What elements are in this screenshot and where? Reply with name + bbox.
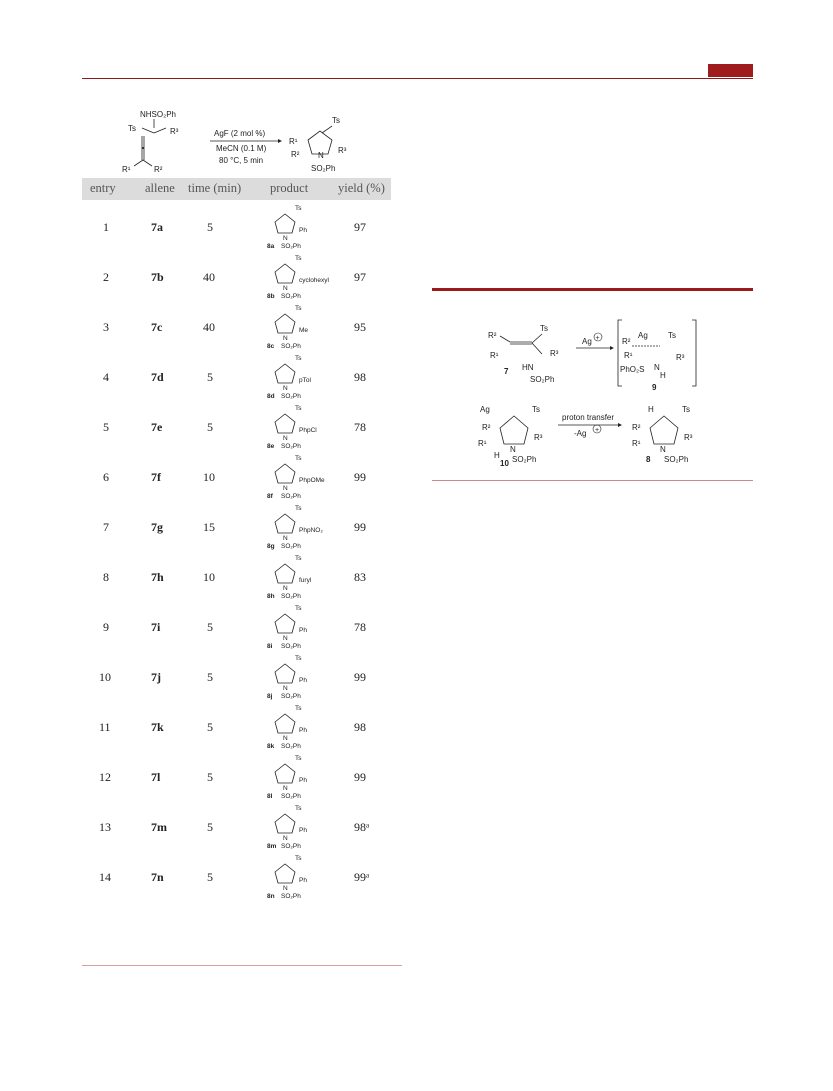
table-header (82, 178, 391, 200)
m9-ag: Ag (638, 331, 648, 340)
time-cell: 5 (207, 220, 213, 234)
table-row (82, 550, 391, 600)
product-structure (247, 252, 337, 300)
product-so2ph-label: SO₂Ph (281, 493, 301, 500)
yield-cell: 78 (354, 420, 366, 434)
entry-cell: 2 (103, 270, 109, 284)
product-substituent-label: Ph (299, 827, 307, 834)
m9-r2: R² (622, 337, 631, 346)
m9-pho2s: PhO₂S (620, 365, 645, 374)
table-row (82, 850, 391, 900)
time-cell: 5 (207, 370, 213, 384)
table-row (82, 450, 391, 500)
pyrroline-ring (275, 714, 295, 733)
product-n-label: N (283, 285, 288, 292)
table-row (82, 600, 391, 650)
product-ts-label: Ts (295, 455, 302, 462)
entry-cell: 12 (99, 770, 111, 784)
product-id-label: 8f (267, 493, 273, 500)
product-so2ph: SO₂Ph (311, 164, 336, 173)
m10-h: H (494, 451, 500, 460)
yield-cell: 99 (354, 470, 366, 484)
product-n-label: N (283, 535, 288, 542)
entry-cell: 1 (103, 220, 109, 234)
time-cell: 5 (207, 770, 213, 784)
m8-so2ph: SO₂Ph (664, 455, 689, 464)
product-structure (247, 352, 337, 400)
pyrroline-ring (275, 364, 295, 383)
pyrroline-ring (275, 314, 295, 333)
product-structure (247, 752, 337, 800)
minus-ag-label: -Ag (574, 429, 587, 438)
product-so2ph-label: SO₂Ph (281, 243, 301, 250)
table-row (82, 650, 391, 700)
product-n-label: N (283, 485, 288, 492)
m8-r3: R³ (684, 433, 693, 442)
product-so2ph-label: SO₂Ph (281, 593, 301, 600)
m9-r3: R³ (676, 353, 685, 362)
product-substituent-label: Ph (299, 727, 307, 734)
m8-ts: Ts (682, 405, 690, 414)
product-id-label: 8b (267, 293, 275, 300)
start-ts: Ts (128, 124, 136, 133)
product-ts-label: Ts (295, 705, 302, 712)
pyrroline-ring (275, 264, 295, 283)
m10-r2: R² (482, 423, 491, 432)
ag-plus-label: Ag (582, 337, 592, 346)
results-table (82, 178, 391, 900)
time-cell: 5 (207, 620, 213, 634)
yield-cell: 97 (354, 270, 366, 284)
product-substituent-label: Me (299, 327, 309, 334)
allene-cell: 7d (151, 370, 164, 384)
product-so2ph-label: SO₂Ph (281, 343, 301, 350)
m9-n: N (654, 363, 660, 372)
product-ts-label: Ts (295, 805, 302, 812)
product-id-label: 8j (267, 693, 273, 700)
product-structure (247, 302, 337, 350)
m7-ts: Ts (540, 324, 548, 333)
m10-r3: R³ (534, 433, 543, 442)
pyrroline-ring (275, 764, 295, 783)
product-n-label: N (283, 635, 288, 642)
pyrroline-ring (275, 664, 295, 683)
start-r3: R³ (170, 127, 179, 136)
product-substituent-label: cyclohexyl (299, 277, 329, 284)
entry-cell: 6 (103, 470, 109, 484)
table-row (82, 800, 391, 850)
entry-cell: 3 (103, 320, 109, 334)
time-cell: 40 (203, 270, 215, 284)
product-ts-label: Ts (295, 605, 302, 612)
m9-h: H (660, 371, 666, 380)
allene-cell: 7h (151, 570, 164, 584)
yield-cell: 83 (354, 570, 366, 584)
m8-r1: R¹ (632, 439, 641, 448)
product-so2ph-label: SO₂Ph (281, 743, 301, 750)
time-cell: 15 (203, 520, 215, 534)
product-ts-label: Ts (295, 555, 302, 562)
m7-r2: R² (488, 331, 497, 340)
condition-temp-time: 80 °C, 5 min (219, 156, 264, 165)
compound-10-label: 10 (500, 459, 509, 468)
product-r3: R³ (338, 146, 347, 155)
m7-r1: R¹ (490, 351, 499, 360)
svg-text:+: + (595, 335, 600, 342)
allene-cell: 7j (151, 670, 161, 684)
m8-h: H (648, 405, 654, 414)
m8-n: N (660, 445, 666, 454)
allene-cell: 7b (151, 270, 164, 284)
allene-cell: 7f (151, 470, 161, 484)
product-substituent-label: PhpNO₂ (299, 527, 323, 534)
product-ts-label: Ts (295, 355, 302, 362)
compound-8-label: 8 (646, 455, 651, 464)
product-n: N (318, 151, 324, 160)
product-n-label: N (283, 335, 288, 342)
product-n-label: N (283, 785, 288, 792)
product-substituent-label: Ph (299, 227, 307, 234)
product-id-label: 8a (267, 243, 275, 250)
m9-r1: R¹ (624, 351, 633, 360)
product-ts-label: Ts (295, 855, 302, 862)
yield-cell: 98 (354, 720, 366, 734)
m10-n: N (510, 445, 516, 454)
yield-cell: 78 (354, 620, 366, 634)
allene-cell: 7g (151, 520, 163, 534)
header-allene: allene (145, 181, 175, 195)
product-id-label: 8d (267, 393, 275, 400)
product-substituent-label: furyl (299, 577, 312, 584)
allene-cell: 7m (151, 820, 167, 834)
time-cell: 5 (207, 670, 213, 684)
product-structure (247, 502, 337, 550)
table-row (82, 200, 391, 250)
table-row (82, 750, 391, 800)
time-cell: 5 (207, 720, 213, 734)
product-ts-label: Ts (295, 755, 302, 762)
product-id-label: 8i (267, 643, 273, 650)
pyrroline-ring (275, 214, 295, 233)
table-bottom-rule (82, 965, 402, 966)
product-structure (247, 402, 337, 450)
product-structure (247, 702, 337, 750)
time-cell: 5 (207, 820, 213, 834)
product-structure (247, 802, 337, 850)
yield-cell: 99ᵃ (354, 870, 370, 884)
yield-cell: 99 (354, 520, 366, 534)
header-product: product (270, 181, 309, 195)
product-so2ph-label: SO₂Ph (281, 543, 301, 550)
m7-so2ph: SO₂Ph (530, 375, 555, 384)
product-structure (247, 552, 337, 600)
entry-cell: 5 (103, 420, 109, 434)
product-substituent-label: Ph (299, 677, 307, 684)
product-n-label: N (283, 735, 288, 742)
table-row (82, 250, 391, 300)
entry-cell: 7 (103, 520, 109, 534)
table-row (82, 350, 391, 400)
condition-catalyst: AgF (2 mol %) (214, 129, 266, 138)
header-entry: entry (90, 181, 116, 195)
product-substituent-label: pTol (299, 377, 311, 384)
scheme-bottom-rule (432, 480, 753, 481)
table-row (82, 700, 391, 750)
header-accent-block (708, 64, 753, 77)
mechanism-scheme (470, 312, 730, 472)
m10-so2ph: SO₂Ph (512, 455, 537, 464)
product-substituent-label: PhpOMe (299, 477, 325, 484)
allene-cell: 7k (151, 720, 164, 734)
table-row (82, 500, 391, 550)
table-row (82, 300, 391, 350)
pyrroline-ring (275, 814, 295, 833)
product-substituent-label: Ph (299, 627, 307, 634)
header-yield: yield (%) (338, 181, 385, 195)
product-ts-label: Ts (295, 205, 302, 212)
start-nhso2ph: NHSO₂Ph (140, 110, 177, 119)
time-cell: 5 (207, 870, 213, 884)
m10-ts: Ts (532, 405, 540, 414)
proton-transfer-label: proton transfer (562, 413, 615, 422)
m10-r1: R¹ (478, 439, 487, 448)
pyrroline-ring (275, 514, 295, 533)
yield-cell: 99 (354, 670, 366, 684)
yield-cell: 97 (354, 220, 366, 234)
product-n-label: N (283, 585, 288, 592)
pyrroline-ring (275, 414, 295, 433)
product-so2ph-label: SO₂Ph (281, 893, 301, 900)
time-cell: 10 (203, 470, 215, 484)
scheme-top-bar (432, 288, 753, 291)
m8-r2: R² (632, 423, 641, 432)
svg-text:+: + (595, 427, 600, 434)
product-n-label: N (283, 385, 288, 392)
yield-cell: 98ᵃ (354, 820, 370, 834)
entry-cell: 9 (103, 620, 109, 634)
table-body (82, 200, 391, 900)
product-n-label: N (283, 685, 288, 692)
entry-cell: 11 (99, 720, 111, 734)
start-r2: R² (154, 165, 163, 174)
product-so2ph-label: SO₂Ph (281, 393, 301, 400)
product-so2ph-label: SO₂Ph (281, 793, 301, 800)
entry-cell: 13 (99, 820, 111, 834)
compound-9-label: 9 (652, 383, 657, 392)
allene-cell: 7c (151, 320, 163, 334)
entry-cell: 8 (103, 570, 109, 584)
table-row (82, 400, 391, 450)
product-id-label: 8e (267, 443, 275, 450)
product-substituent-label: Ph (299, 777, 307, 784)
entry-cell: 14 (99, 870, 111, 884)
product-ts-label: Ts (295, 305, 302, 312)
product-structure (247, 602, 337, 650)
product-structure (247, 852, 337, 900)
m9-ts: Ts (668, 331, 676, 340)
compound-7-label: 7 (504, 367, 509, 376)
product-so2ph-label: SO₂Ph (281, 693, 301, 700)
allene-cell: 7i (151, 620, 161, 634)
product-so2ph-label: SO₂Ph (281, 843, 301, 850)
product-r2: R² (291, 150, 300, 159)
product-id-label: 8h (267, 593, 275, 600)
pyrroline-ring (275, 464, 295, 483)
product-id-label: 8g (267, 543, 275, 550)
allene-cell: 7n (151, 870, 164, 884)
time-cell: 5 (207, 420, 213, 434)
product-id-label: 8l (267, 793, 273, 800)
product-structure (247, 652, 337, 700)
m7-r3: R³ (550, 349, 559, 358)
product-n-label: N (283, 885, 288, 892)
yield-cell: 98 (354, 370, 366, 384)
product-so2ph-label: SO₂Ph (281, 643, 301, 650)
product-n-label: N (283, 435, 288, 442)
product-so2ph-label: SO₂Ph (281, 443, 301, 450)
product-r1: R¹ (289, 137, 298, 146)
m7-hn: HN (522, 363, 534, 372)
time-cell: 10 (203, 570, 215, 584)
pyrroline-ring (275, 564, 295, 583)
pyrroline-ring (275, 864, 295, 883)
product-substituent-label: PhpCl (299, 427, 317, 434)
product-id-label: 8c (267, 343, 275, 350)
product-n-label: N (283, 835, 288, 842)
product-id-label: 8n (267, 893, 275, 900)
entry-cell: 10 (99, 670, 111, 684)
pyrroline-ring (275, 614, 295, 633)
product-structure (247, 452, 337, 500)
condition-solvent: MeCN (0.1 M) (216, 144, 267, 153)
product-structure (247, 202, 337, 250)
start-r1: R¹ (122, 165, 131, 174)
product-id-label: 8k (267, 743, 275, 750)
entry-cell: 4 (103, 370, 109, 384)
product-ts-label: Ts (295, 505, 302, 512)
m10-ag: Ag (480, 405, 490, 414)
product-ts-label: Ts (295, 255, 302, 262)
product-id-label: 8m (267, 843, 277, 850)
yield-cell: 95 (354, 320, 366, 334)
product-ts: Ts (332, 116, 340, 125)
allene-cell: 7l (151, 770, 161, 784)
allene-cell: 7a (151, 220, 163, 234)
yield-cell: 99 (354, 770, 366, 784)
product-so2ph-label: SO₂Ph (281, 293, 301, 300)
product-ts-label: Ts (295, 405, 302, 412)
product-substituent-label: Ph (299, 877, 307, 884)
header-rule (82, 78, 753, 79)
reaction-scheme (82, 106, 402, 176)
header-time: time (min) (188, 181, 242, 195)
time-cell: 40 (203, 320, 215, 334)
product-n-label: N (283, 235, 288, 242)
product-ts-label: Ts (295, 655, 302, 662)
allene-cell: 7e (151, 420, 163, 434)
